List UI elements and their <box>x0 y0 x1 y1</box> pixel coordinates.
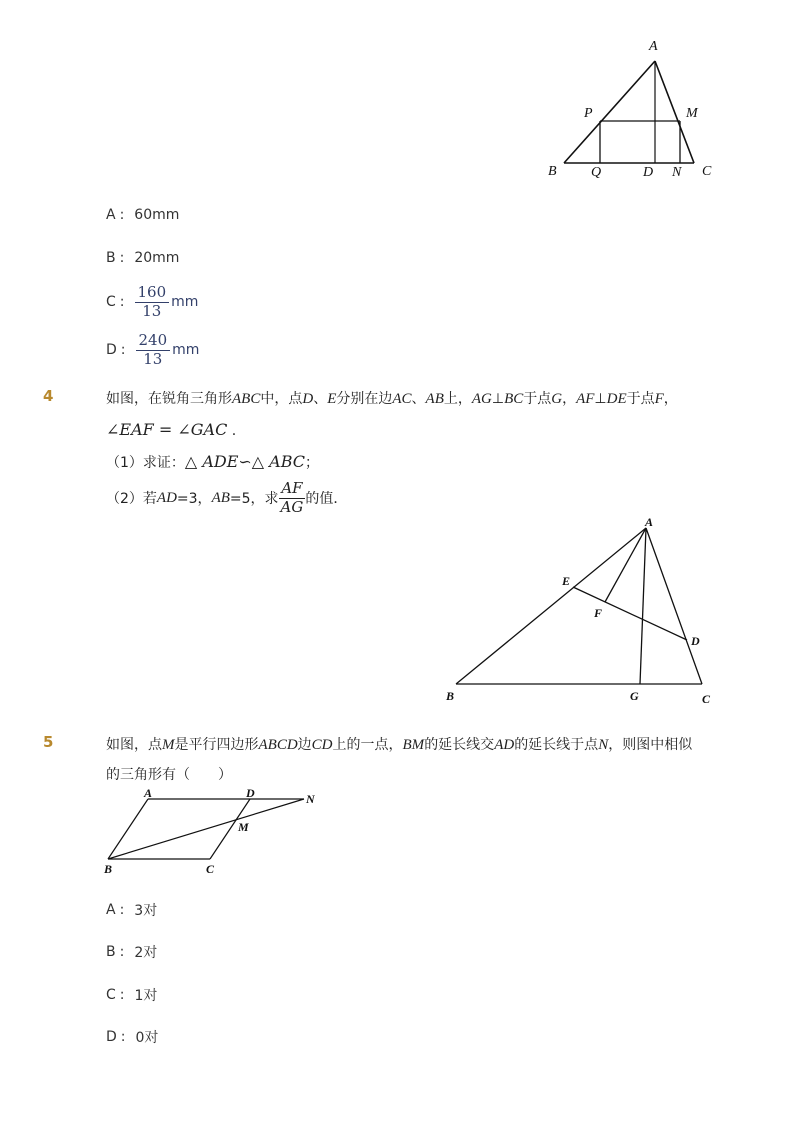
var: DE <box>606 391 627 407</box>
q4-label-f: F <box>594 606 603 620</box>
option-unit: mm <box>171 294 199 310</box>
text: 中，点 <box>260 391 303 407</box>
var: ABCD <box>258 737 298 753</box>
option-letter: D <box>106 1029 117 1045</box>
text: =5，求 <box>229 491 279 507</box>
option-letter: D <box>106 342 117 358</box>
text: 上， <box>443 391 472 407</box>
text: 的延长线交 <box>424 737 495 753</box>
q3-option-d[interactable] <box>106 329 199 371</box>
var: BC <box>504 391 524 407</box>
text: 于点 <box>523 391 552 407</box>
fraction-denominator: AG <box>280 497 304 516</box>
var: AD <box>156 489 177 506</box>
part-label: （2）若 <box>106 491 157 507</box>
fraction-numerator: 160 <box>135 284 170 302</box>
option-separator: : <box>119 294 125 310</box>
option-unit: mm <box>172 342 200 358</box>
option-separator: : <box>119 902 125 918</box>
ratio-fraction <box>279 480 306 516</box>
q5-option-d[interactable] <box>106 1027 158 1047</box>
text: . <box>231 423 237 439</box>
option-letter: A <box>106 207 116 223</box>
var: AG <box>471 391 492 407</box>
q3-label-b: B <box>548 164 557 179</box>
q5-label-c: C <box>206 862 215 876</box>
var: AB <box>425 391 444 407</box>
var: BM <box>402 737 425 753</box>
text: =3， <box>176 491 212 507</box>
option-separator: : <box>120 1029 126 1045</box>
text: 如图，点 <box>106 737 162 753</box>
option-letter: C <box>106 294 116 310</box>
q4-segment-ag <box>640 528 646 684</box>
q3-label-m: M <box>686 106 698 121</box>
q3-label-p: P <box>584 106 593 121</box>
var: E <box>327 391 337 407</box>
option-text: 2对 <box>134 945 158 961</box>
q3-option-c[interactable] <box>106 281 198 323</box>
q5-label-a: A <box>144 786 153 800</box>
option-text: 1对 <box>134 988 158 1004</box>
q4-side-ac <box>646 528 702 684</box>
fraction-numerator: 240 <box>136 332 171 350</box>
q4-statement-line2 <box>106 420 236 439</box>
q3-label-n: N <box>672 165 682 180</box>
q4-part1 <box>106 452 319 472</box>
q4-side-ab <box>456 528 646 684</box>
text: 的延长线于点 <box>514 737 599 753</box>
q4-label-a: A <box>645 515 654 529</box>
option-letter: A <box>106 902 116 918</box>
q4-statement-line1 <box>106 388 678 408</box>
q5-number: 5 <box>43 733 54 751</box>
var: ABC <box>232 391 261 407</box>
q3-option-a[interactable] <box>106 205 179 225</box>
option-separator: : <box>119 944 125 960</box>
fraction-denominator: 13 <box>142 301 162 320</box>
text: 于点 <box>626 391 655 407</box>
var: N <box>598 737 609 753</box>
text: ， <box>562 391 577 407</box>
q3-option-b[interactable] <box>106 248 179 268</box>
option-text: 3对 <box>134 903 158 919</box>
q4-label-g: G <box>630 689 639 703</box>
q4-label-b: B <box>446 689 455 703</box>
text: 的值． <box>305 491 348 507</box>
q5-figure <box>100 785 325 880</box>
text: ， <box>663 391 678 407</box>
text: ⊥ <box>491 391 505 407</box>
part-label: （1）求证： <box>106 455 185 471</box>
q5-label-d: D <box>246 786 255 800</box>
text: ，则图中相似 <box>608 737 693 753</box>
q3-label-q: Q <box>591 165 602 180</box>
text: 如图，在锐角三角形 <box>106 391 232 407</box>
fraction-numerator: AF <box>281 479 303 498</box>
var: AC <box>392 391 412 407</box>
fraction-denominator: 13 <box>143 349 163 368</box>
q4-segment-af <box>605 528 646 602</box>
text: 、 <box>313 391 328 407</box>
var: AB <box>211 489 230 506</box>
q4-part2 <box>106 476 347 520</box>
option-separator: : <box>119 207 125 223</box>
angle-equation: ∠EAF = ∠GAC <box>106 420 228 439</box>
q3-label-c: C <box>702 164 712 179</box>
var: F <box>654 391 664 407</box>
var: CD <box>311 737 333 753</box>
similarity-statement: △ ADE∽△ ABC <box>184 452 306 471</box>
option-separator: : <box>120 342 126 358</box>
q5-statement-line1 <box>106 734 692 754</box>
option-letter: C <box>106 987 116 1003</box>
text: ⊥ <box>594 391 607 407</box>
text: 上的一点， <box>332 737 403 753</box>
text: 边 <box>297 737 312 753</box>
q5-side-ab <box>108 799 148 859</box>
q3-figure <box>540 30 730 185</box>
option-text: 20mm <box>134 250 180 266</box>
q4-label-d: D <box>691 634 700 648</box>
text: 是平行四边形 <box>174 737 259 753</box>
q5-option-b[interactable] <box>106 942 157 962</box>
option-letter: B <box>106 944 116 960</box>
q5-statement-line2: 的三角形有（ ） <box>106 767 232 783</box>
option-fraction <box>135 284 170 320</box>
text: 、 <box>411 391 426 407</box>
q5-label-b: B <box>104 862 113 876</box>
option-text: 0对 <box>135 1030 159 1046</box>
text: ； <box>305 455 320 471</box>
option-text: 60mm <box>134 207 180 223</box>
var: M <box>162 737 175 753</box>
q5-label-m: M <box>238 820 249 834</box>
q5-label-n: N <box>306 792 315 806</box>
q5-segment-bn <box>108 799 304 859</box>
var: D <box>302 391 314 407</box>
option-letter: B <box>106 250 116 266</box>
q5-option-a[interactable] <box>106 900 157 920</box>
q5-option-c[interactable] <box>106 985 157 1005</box>
q4-label-e: E <box>562 574 571 588</box>
var: G <box>551 391 563 407</box>
q4-label-c: C <box>702 692 711 706</box>
option-fraction <box>136 332 171 368</box>
q4-number: 4 <box>43 387 54 405</box>
q3-label-a: A <box>649 39 658 54</box>
option-separator: : <box>119 250 125 266</box>
var: AF <box>576 391 595 407</box>
option-separator: : <box>119 987 125 1003</box>
q3-side-ab <box>564 61 655 163</box>
q4-figure <box>440 510 730 710</box>
q3-label-d: D <box>643 165 654 180</box>
var: AD <box>494 737 515 753</box>
text: 分别在边 <box>336 391 393 407</box>
